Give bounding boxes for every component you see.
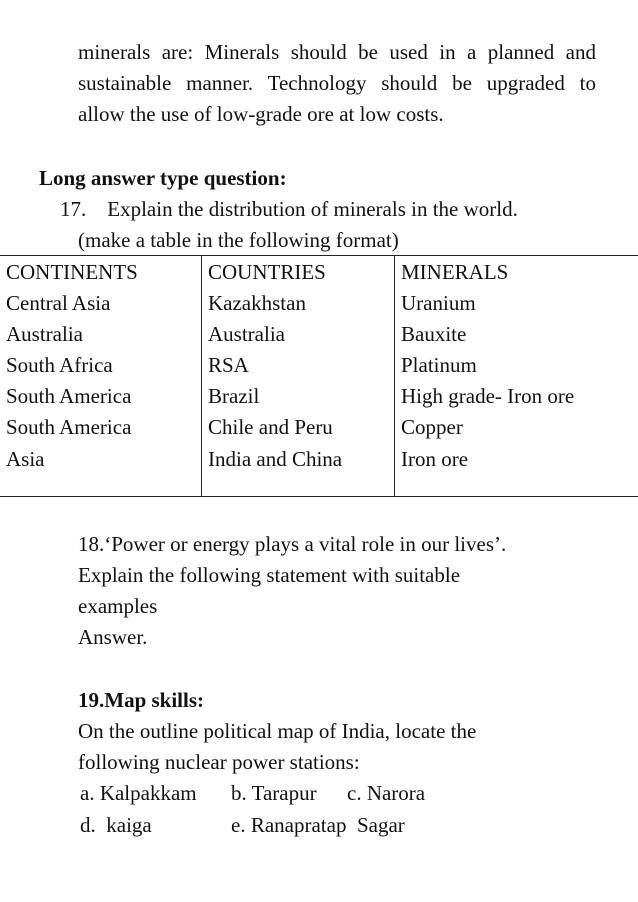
- table-cell: Australia: [6, 322, 83, 346]
- long-answer-heading: Long answer type question:: [39, 166, 287, 190]
- table-cell: Brazil: [208, 384, 260, 408]
- table-cell: Chile and Peru: [208, 415, 333, 439]
- header-continents: CONTINENTS: [6, 260, 138, 284]
- table-cell: Copper: [401, 415, 463, 439]
- question-17-format-note: (make a table in the following format): [78, 228, 399, 252]
- intro-line-1: minerals are: Minerals should be used in a planned and: [78, 40, 596, 64]
- table-divider-1: [201, 256, 202, 496]
- table-cell: South Africa: [6, 353, 113, 377]
- question-19-line-1: On the outline political map of India, locate the: [78, 719, 477, 743]
- table-cell: High grade- Iron ore: [401, 384, 575, 408]
- option-a: a. Kalpakkam: [80, 781, 197, 805]
- table-cell: RSA: [208, 353, 249, 377]
- table-cell: India and China: [208, 447, 343, 471]
- table-cell: Bauxite: [401, 322, 467, 346]
- table-cell: Uranium: [401, 291, 476, 315]
- table-cell: Australia: [208, 322, 285, 346]
- table-cell: South America: [6, 415, 132, 439]
- question-18: 18.‘Power or energy plays a vital role in our lives’.: [78, 532, 507, 556]
- option-e: e. Ranapratap Sagar: [231, 813, 405, 837]
- header-countries: COUNTRIES: [208, 260, 326, 284]
- table-cell: Iron ore: [401, 447, 469, 471]
- table-cell: Central Asia: [6, 291, 111, 315]
- question-19-line-2: following nuclear power stations:: [78, 750, 360, 774]
- table-cell: South America: [6, 384, 132, 408]
- header-minerals: MINERALS: [401, 260, 509, 284]
- intro-line-2: sustainable manner. Technology should be upgraded to: [78, 71, 596, 95]
- table-divider-2: [394, 256, 395, 496]
- question-17: 17. Explain the distribution of minerals in the world.: [60, 197, 518, 221]
- option-c: c. Narora: [347, 781, 426, 805]
- table-cell: Asia: [6, 447, 45, 471]
- minerals-table: [0, 255, 638, 497]
- question-18-line-3: examples: [78, 594, 158, 618]
- table-cell: Platinum: [401, 353, 477, 377]
- table-cell: Kazakhstan: [208, 291, 306, 315]
- option-d: d. kaiga: [80, 813, 152, 837]
- intro-line-3: allow the use of low-grade ore at low costs.: [78, 102, 444, 126]
- answer-label: Answer.: [78, 625, 148, 649]
- question-18-line-2: Explain the following statement with suitable: [78, 563, 461, 587]
- question-19-heading: 19.Map skills:: [78, 688, 205, 712]
- option-b: b. Tarapur: [231, 781, 317, 805]
